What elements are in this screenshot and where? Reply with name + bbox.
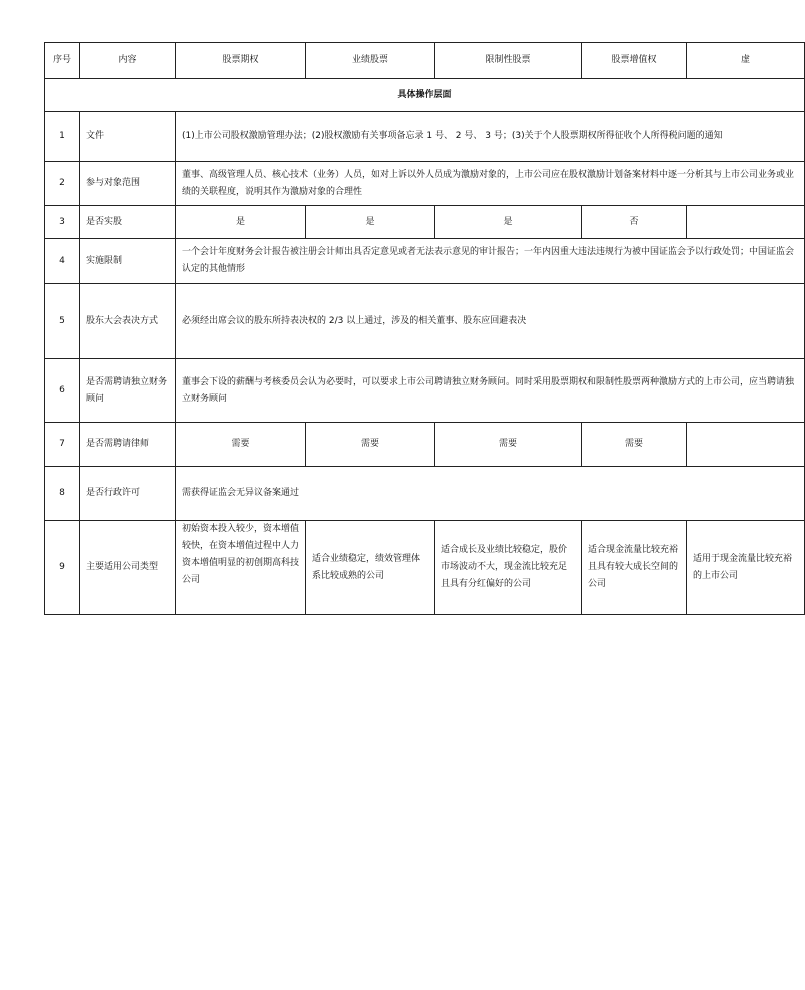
row-label: 是否实股	[80, 206, 176, 239]
table-row	[45, 423, 805, 467]
cell-stock-appreciation-rights: 需要	[582, 423, 687, 467]
cell-stock-options: 初始资本投入较少，资本增值较快，在资本增值过程中人力资本增值明显的初创期高科技公司	[176, 521, 306, 615]
row-number: 2	[45, 162, 80, 206]
cell-stock-options: 需要	[176, 423, 306, 467]
cell-virtual-stock	[687, 423, 805, 467]
section-title: 具体操作层面	[45, 79, 805, 112]
cell-stock-appreciation-rights: 否	[582, 206, 687, 239]
cell-restricted-stock: 需要	[435, 423, 582, 467]
document-page	[44, 42, 795, 662]
table-row	[45, 112, 805, 162]
header-stock-appreciation-rights: 股票增值权	[582, 43, 687, 79]
row-number: 1	[45, 112, 80, 162]
row-label: 文件	[80, 112, 176, 162]
row-label: 实施限制	[80, 239, 176, 284]
row-label: 是否需聘请独立财务顾问	[80, 359, 176, 423]
table-row	[45, 359, 805, 423]
header-restricted-stock: 限制性股票	[435, 43, 582, 79]
row-label: 是否需聘请律师	[80, 423, 176, 467]
header-seq: 序号	[45, 43, 80, 79]
cell-restricted-stock: 适合成长及业绩比较稳定，股价市场波动不大，现金流比较充足且具有分红偏好的公司	[435, 521, 582, 615]
row-number: 3	[45, 206, 80, 239]
row-text: 董事、高级管理人员、核心技术（业务）人员，如对上诉以外人员成为激励对象的，上市公司应在股权激励计划备案材料中逐一分析其与上市公司业务或业绩的关联程度，说明其作为激励对象的合理性	[176, 162, 805, 206]
row-label: 股东大会表决方式	[80, 284, 176, 359]
row-text: 需获得证监会无异议备案通过	[176, 467, 805, 521]
row-text: 一个会计年度财务会计报告被注册会计师出具否定意见或者无法表示意见的审计报告；一年内因重大违法违规行为被中国证监会予以行政处罚；中国证监会认定的其他情形	[176, 239, 805, 284]
cell-performance-shares: 需要	[306, 423, 435, 467]
cell-restricted-stock: 是	[435, 206, 582, 239]
cell-virtual-stock: 适用于现金流量比较充裕的上市公司	[687, 521, 805, 615]
header-content: 内容	[80, 43, 176, 79]
section-row	[45, 79, 805, 112]
row-label: 参与对象范围	[80, 162, 176, 206]
cell-performance-shares: 是	[306, 206, 435, 239]
row-label: 主要适用公司类型	[80, 521, 176, 615]
row-text: 董事会下设的薪酬与考核委员会认为必要时，可以要求上市公司聘请独立财务顾问。同时采用股票期权和限制性股票两种激励方式的上市公司，应当聘请独立财务顾问	[176, 359, 805, 423]
row-number: 8	[45, 467, 80, 521]
equity-incentive-table	[44, 42, 805, 615]
row-text: (1)上市公司股权激励管理办法；(2)股权激励有关事项备忘录 1 号、 2 号、 3 号；(3)关于个人股票期权所得征收个人所得税问题的通知	[176, 112, 805, 162]
row-text: 必须经出席会议的股东所持表决权的 2/3 以上通过，涉及的相关董事、股东应回避表决	[176, 284, 805, 359]
header-performance-shares: 业绩股票	[306, 43, 435, 79]
header-row	[45, 43, 805, 79]
table-row	[45, 521, 805, 615]
row-number: 5	[45, 284, 80, 359]
table-row	[45, 162, 805, 206]
table-row	[45, 239, 805, 284]
row-number: 9	[45, 521, 80, 615]
cell-performance-shares: 适合业绩稳定，绩效管理体系比较成熟的公司	[306, 521, 435, 615]
row-number: 7	[45, 423, 80, 467]
row-number: 4	[45, 239, 80, 284]
header-stock-options: 股票期权	[176, 43, 306, 79]
table-row	[45, 206, 805, 239]
row-label: 是否行政许可	[80, 467, 176, 521]
header-virtual-stock: 虚	[687, 43, 805, 79]
table-row	[45, 284, 805, 359]
table-row	[45, 467, 805, 521]
row-number: 6	[45, 359, 80, 423]
cell-stock-options: 是	[176, 206, 306, 239]
cell-stock-appreciation-rights: 适合现金流量比较充裕且具有较大成长空间的公司	[582, 521, 687, 615]
cell-virtual-stock	[687, 206, 805, 239]
